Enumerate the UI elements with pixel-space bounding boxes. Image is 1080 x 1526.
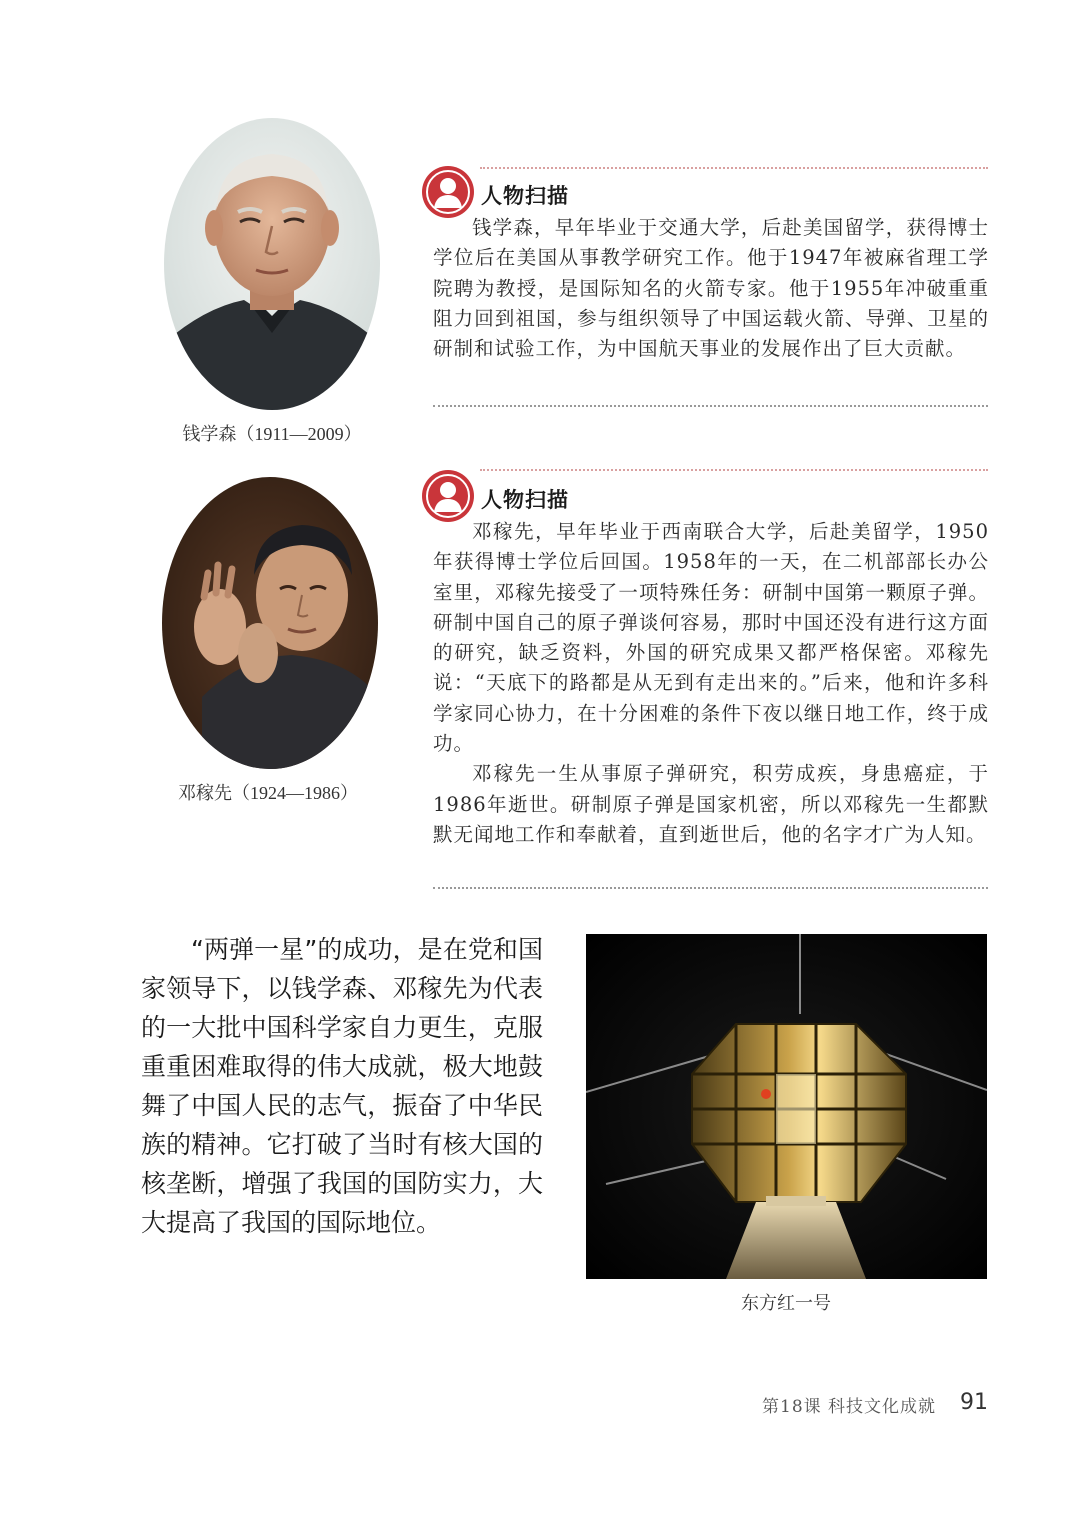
portrait-caption-qian: 钱学森（1911—2009） (182, 424, 362, 444)
profile-badge-label: 人物扫描 (481, 488, 569, 512)
satellite-photo (586, 934, 987, 1279)
profile-badge-label: 人物扫描 (481, 184, 569, 208)
footer-lesson-title: 第18课 科技文化成就 (762, 1397, 937, 1417)
box-top-divider (480, 469, 988, 471)
profile-text-qian (433, 213, 989, 364)
profile-paragraph: 邓稼先，早年毕业于西南联合大学，后赴美留学，1950年获得博士学位后回国。1958年的一天，在二机部部长办公室里，邓稼先接受了一项特殊任务：研制中国第一颗原子弹。研制中国自己的原子弹谈何容易，那时中国还没有进行这方面的研究，缺乏资料，外国的研究成果又都严格保密。邓稼先说：“天底下的路都是从无到有走出来的。”后来，他和许多科学家同心协力，在十分困难的条件下夜以继日地工作，终于成功。 (433, 520, 989, 756)
main-paragraph (141, 930, 543, 1242)
profile-paragraph: 邓稼先一生从事原子弹研究，积劳成疾，身患癌症，于1986年逝世。研制原子弹是国家机密，所以邓稼先一生都默默无闻地工作和奉献着，直到逝世后，他的名字才广为人知。 (433, 762, 989, 846)
profile-paragraph: 钱学森，早年毕业于交通大学，后赴美国留学，获得博士学位后在美国从事教学研究工作。他于1947年被麻省理工学院聘为教授，是国际知名的火箭专家。他于1955年冲破重重阻力回到祖国，参与组织领导了中国运载火箭、导弹、卫星的研制和试验工作，为中国航天事业的发展作出了巨大贡献。 (433, 216, 989, 361)
portrait-deng-jiaxian (162, 477, 378, 769)
box-top-divider (480, 167, 988, 169)
box-bottom-divider (433, 887, 988, 889)
portrait-qian-xuesen (164, 118, 380, 410)
page-number: 91 (960, 1390, 988, 1415)
box-bottom-divider (433, 405, 988, 407)
satellite-caption: 东方红一号 (741, 1293, 831, 1313)
portrait-caption-deng: 邓稼先（1924—1986） (178, 783, 358, 803)
person-icon (420, 164, 476, 220)
profile-text-deng (433, 517, 989, 850)
main-paragraph-text: “两弹一星”的成功，是在党和国家领导下，以钱学森、邓稼先为代表的一大批中国科学家自力更生，克服重重困难取得的伟大成就，极大地鼓舞了中国人民的志气，振奋了中华民族的精神。它打破了当时有核大国的核垄断，增强了我国的国防实力，大大提高了我国的国际地位。 (141, 935, 543, 1237)
person-icon (420, 468, 476, 524)
